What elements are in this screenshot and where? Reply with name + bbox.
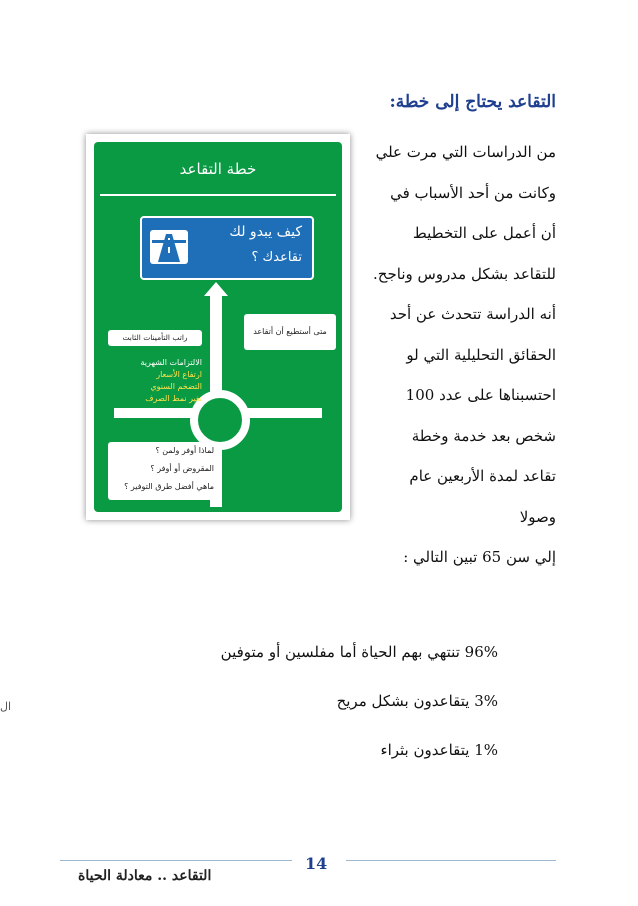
savings-question: ماهي أفضل طرق التوفير ؟ [124,482,214,491]
paragraph-line: الحقائق التحليلية التي لو [406,345,556,364]
sign-title: خطة التقاعد [179,160,257,178]
section-heading: التقاعد يحتاج إلى خطة: [389,92,556,112]
statistic-item: 3% يتقاعدون بشكل مريح [336,692,498,710]
savings-questions-box [108,442,220,500]
highway-icon [150,230,188,264]
question-panel [140,216,314,280]
obligation-item: الالتزامات الشهرية [140,358,202,367]
statistic-item: 96% تنتهي بهم الحياة أما مفلسين أو متوفين [220,643,498,661]
obligation-item: التضخم السنوي [150,382,202,391]
paragraph-line: وكانت من أحد الأسباب في [390,183,556,202]
body-paragraph [373,132,556,578]
paragraph-line: للتقاعد بشكل مدروس وناجح. [373,264,556,283]
statistic-item: 1% يتقاعدون بثراء [380,741,498,759]
footer-rule-left [60,860,292,861]
paragraph-line: شخص بعد خدمة وخطة [411,426,556,445]
footer-rule-right [346,860,556,861]
paragraph-line: أن أعمل على التخطيط [412,224,556,242]
paragraph-line: إلي سن 65 تبين التالي : [403,548,556,566]
margin-fragment: ال [0,700,12,713]
when-retire-label: متى أستطيع أن أتقاعد [244,314,336,350]
statistics-list [221,628,498,775]
obligation-item: تغير نمط الصرف [145,394,202,403]
obligation-item: ارتفاع الأسعار [156,370,202,379]
paragraph-line: من الدراسات التي مرت علي [375,143,556,161]
obligations-list [108,357,202,405]
paragraph-line: وصولا [519,507,556,526]
savings-question: لماذا أوفر ولمن ؟ [155,446,214,455]
page-number: 14 [305,854,328,873]
paragraph-line: تقاعد لمدة الأربعين عام [409,467,556,485]
savings-question: المقروض أو أوفر ؟ [150,464,214,473]
retirement-plan-illustration [86,134,350,520]
paragraph-line: احتسبناها على عدد 100 [405,386,556,404]
paragraph-line: أنه الدراسة تتحدث عن أحد [389,305,556,323]
sign-divider [100,194,336,196]
panel-line-1: كيف يبدو لك [229,224,302,240]
panel-line-2: تقاعدك ؟ [251,250,302,265]
road-sign-board [94,142,342,512]
footer-book-title: التقاعد .. معادلة الحياة [78,868,212,884]
fixed-pension-label: راتب التأمينات الثابت [108,330,202,346]
